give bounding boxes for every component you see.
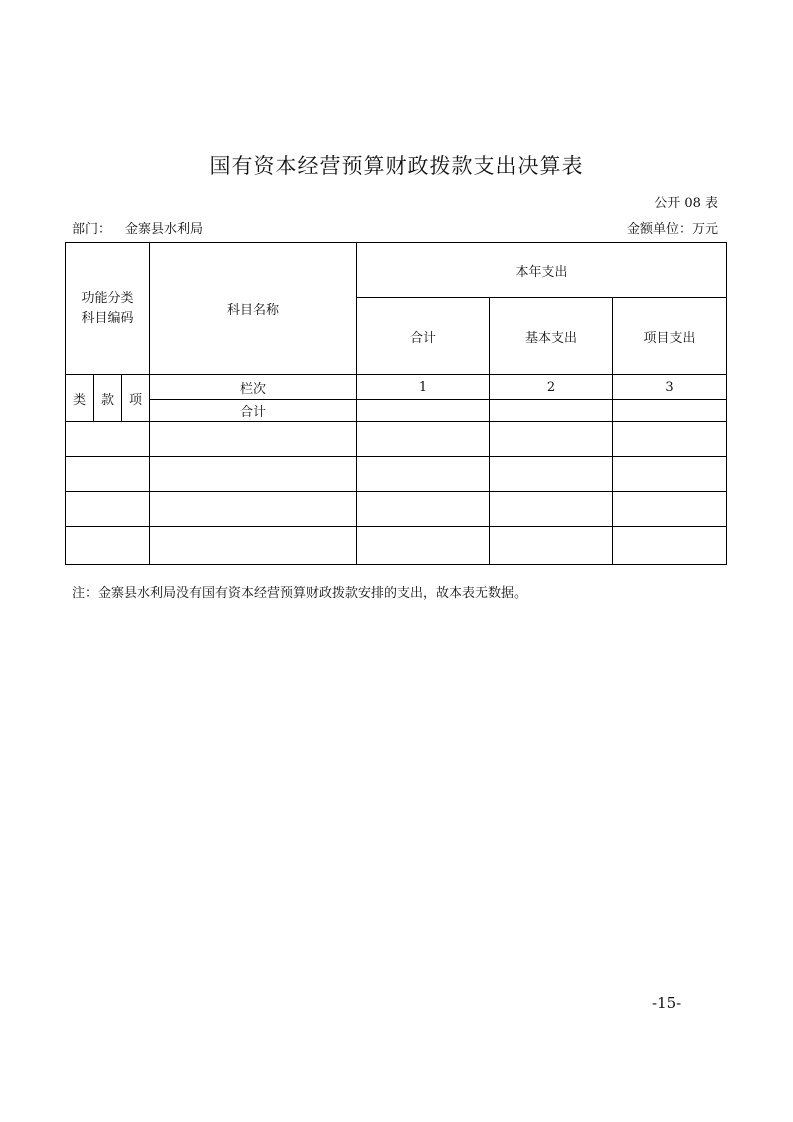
header-kuan: 款 <box>94 375 122 422</box>
header-lei: 类 <box>66 375 94 422</box>
table-row <box>66 527 727 565</box>
header-current-year: 本年支出 <box>357 243 727 298</box>
table-row <box>66 422 727 457</box>
total-row-label: 合计 <box>150 400 357 422</box>
expenditure-table <box>65 242 727 565</box>
total-row-cell <box>613 400 727 422</box>
department-line <box>72 218 203 237</box>
header-basic: 基本支出 <box>490 298 613 375</box>
col-number-1: 1 <box>357 375 490 400</box>
form-code: 公开 08 表 <box>654 196 718 211</box>
amount-unit: 金额单位：万元 <box>626 222 718 237</box>
table-row <box>66 457 727 492</box>
footnote: 注：金寨县水利局没有国有资本经营预算财政拨款安排的支出，故本表无数据。 <box>72 586 528 601</box>
header-lanci: 栏次 <box>150 375 357 400</box>
total-row-cell <box>357 400 490 422</box>
col-number-3: 3 <box>613 375 727 400</box>
header-func-code: 功能分类 科目编码 <box>66 243 150 375</box>
col-number-2: 2 <box>490 375 613 400</box>
header-total: 合计 <box>357 298 490 375</box>
header-project: 项目支出 <box>613 298 727 375</box>
department-name: 金寨县水利局 <box>125 222 204 237</box>
header-xiang: 项 <box>122 375 150 422</box>
table-row <box>66 492 727 527</box>
page-number: -15- <box>652 994 682 1012</box>
page-title: 国有资本经营预算财政拨款支出决算表 <box>209 154 584 178</box>
header-subject-name: 科目名称 <box>150 243 357 375</box>
department-label: 部门： <box>72 222 112 237</box>
total-row-cell <box>490 400 613 422</box>
